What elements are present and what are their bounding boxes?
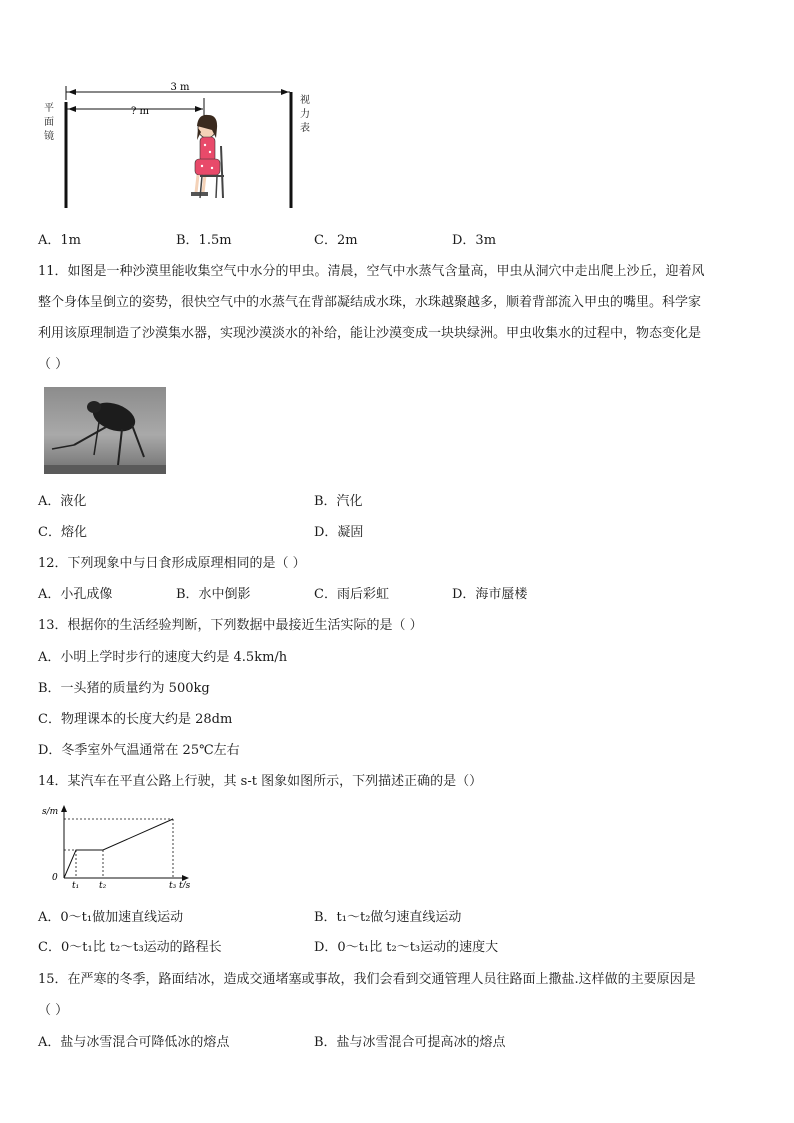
q13-stem: 13．根据你的生活经验判断，下列数据中最接近生活实际的是（ ） bbox=[38, 618, 423, 633]
st-graph-line bbox=[64, 819, 173, 878]
q12-option-d: D．海市蜃楼 bbox=[452, 587, 528, 602]
chart-label: 视 力 表 bbox=[300, 95, 310, 134]
q13-option-a: A．小明上学时步行的速度大约是 4.5km/h bbox=[38, 650, 288, 665]
q10-option-c: C．2m bbox=[314, 233, 358, 248]
q11-option-a: A．液化 bbox=[38, 494, 87, 509]
q11-stem-line-1: 11．如图是一种沙漠里能收集空气中水分的甲虫。清晨，空气中水蒸气含量高，甲虫从洞穴中走出爬上沙丘，迎着风 bbox=[38, 264, 705, 279]
q13-option-b: B．一头猪的质量约为 500kg bbox=[38, 681, 210, 696]
q15-option-b: B．盐与冰雪混合可提高冰的熔点 bbox=[314, 1035, 506, 1050]
q15-stem-line-2: （ ） bbox=[38, 1003, 69, 1018]
q12-option-b: B．水中倒影 bbox=[176, 587, 251, 602]
t2-label: t₂ bbox=[99, 881, 107, 888]
x-axis-label: t/s bbox=[179, 881, 191, 888]
st-graph bbox=[38, 800, 198, 888]
q11-stem-line-2: 整个身体呈倒立的姿势，很快空气中的水蒸气在背部凝结成水珠，水珠越聚越多，顺着背部流入甲虫的嘴里。科学家 bbox=[38, 295, 702, 310]
beetle-photo bbox=[44, 387, 166, 474]
q11-stem-line-4: （ ） bbox=[38, 357, 69, 372]
q11-stem-line-3: 利用该原理制造了沙漠集水器，实现沙漠淡水的补给，能让沙漠变成一块块绿洲。甲虫收集水的过程中，物态变化是 bbox=[38, 326, 702, 341]
t3-label: t₃ bbox=[169, 881, 177, 888]
q14-option-b: B．t₁～t₂做匀速直线运动 bbox=[314, 910, 462, 925]
origin-label: 0 bbox=[52, 873, 58, 883]
q12-option-c: C．雨后彩虹 bbox=[314, 587, 389, 602]
q11-option-d: D．凝固 bbox=[314, 525, 364, 540]
inner-dimension-label: ? m bbox=[130, 106, 150, 117]
y-axis-label: s/m bbox=[42, 807, 59, 817]
q14-option-a: A．0～t₁做加速直线运动 bbox=[38, 910, 184, 925]
q15-stem-line-1: 15．在严寒的冬季，路面结冰，造成交通堵塞或事故，我们会看到交通管理人员往路面上撒盐.这样做的主要原因是 bbox=[38, 972, 696, 987]
q14-stem: 14．某汽车在平直公路上行驶，其 s-t 图象如图所示，下列描述正确的是（） bbox=[38, 774, 483, 789]
q13-option-c: C．物理课本的长度大约是 28dm bbox=[38, 712, 233, 727]
q11-option-c: C．熔化 bbox=[38, 525, 87, 540]
q13-option-d: D．冬季室外气温通常在 25℃左右 bbox=[38, 743, 240, 758]
q12-option-a: A．小孔成像 bbox=[38, 587, 113, 602]
q10-option-b: B．1.5m bbox=[176, 233, 232, 248]
q14-option-d: D．0～t₁比 t₂～t₃运动的速度大 bbox=[314, 940, 499, 955]
q11-option-b: B．汽化 bbox=[314, 494, 363, 509]
mirror-label: 平 面 镜 bbox=[44, 103, 54, 142]
q12-stem: 12．下列现象中与日食形成原理相同的是（ ） bbox=[38, 556, 306, 571]
girl-illustration bbox=[191, 115, 224, 198]
top-dimension-label: 3 m bbox=[170, 82, 190, 93]
q15-option-a: A．盐与冰雪混合可降低冰的熔点 bbox=[38, 1035, 230, 1050]
q14-option-c: C．0～t₁比 t₂～t₃运动的路程长 bbox=[38, 940, 222, 955]
mirror-figure bbox=[40, 80, 310, 210]
t1-label: t₁ bbox=[72, 881, 80, 888]
q10-option-a: A．1m bbox=[38, 233, 81, 248]
q10-option-d: D．3m bbox=[452, 233, 497, 248]
